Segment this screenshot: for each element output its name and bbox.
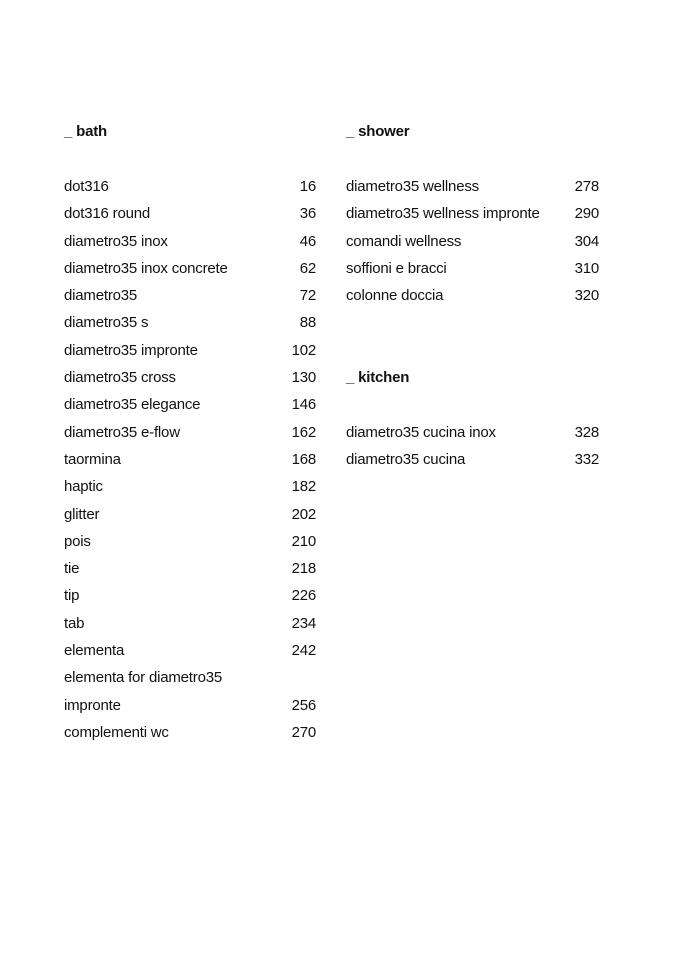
entry-page: 234 xyxy=(291,614,316,632)
entry-name: diametro35 inox xyxy=(64,232,168,250)
entry-name: diametro35 impronte xyxy=(64,341,198,359)
toc-entry[interactable] xyxy=(64,613,316,640)
entry-page: 332 xyxy=(574,451,599,469)
shower-heading: _ shower xyxy=(346,123,410,140)
entry-page: 62 xyxy=(299,259,316,277)
kitchen-section xyxy=(346,368,599,477)
toc-entry[interactable] xyxy=(64,258,316,285)
entry-name: dot316 round xyxy=(64,205,151,223)
entry-name: diametro35 e-flow xyxy=(64,423,180,441)
toc-entry[interactable] xyxy=(346,203,599,230)
toc-entry[interactable] xyxy=(64,367,316,394)
toc-entry[interactable] xyxy=(64,476,316,503)
entry-name: soffioni e bracci xyxy=(346,259,447,277)
entry-name: taormina xyxy=(64,450,121,468)
entry-page: 304 xyxy=(574,232,599,250)
toc-entry[interactable] xyxy=(346,449,599,476)
entry-page: 242 xyxy=(291,642,316,660)
entry-page: 210 xyxy=(291,532,316,550)
entry-name: diametro35 elegance xyxy=(64,396,201,414)
toc-entry[interactable] xyxy=(64,203,316,230)
entry-page: 310 xyxy=(574,259,599,277)
entry-name: tip xyxy=(64,587,80,605)
entry-page: 256 xyxy=(291,696,316,714)
toc-entry[interactable] xyxy=(64,394,316,421)
entry-page: 226 xyxy=(291,587,316,605)
entry-name: elementa for diametro35 xyxy=(64,669,222,687)
toc-entry[interactable] xyxy=(346,231,599,258)
entry-name: dot316 xyxy=(64,178,109,195)
toc-entry[interactable] xyxy=(346,258,599,285)
entry-name: tie xyxy=(64,560,80,578)
entry-name: colonne doccia xyxy=(346,287,444,305)
toc-entry[interactable] xyxy=(64,558,316,585)
entry-name: elementa xyxy=(64,642,125,660)
toc-entry[interactable] xyxy=(64,231,316,258)
entry-page: 168 xyxy=(291,450,316,468)
bath-section xyxy=(64,122,316,749)
entry-name: diametro35 inox concrete xyxy=(64,259,228,277)
shower-section xyxy=(346,122,599,312)
entry-page: 88 xyxy=(299,314,316,332)
toc-entry[interactable] xyxy=(64,722,316,749)
entry-page: 146 xyxy=(291,396,316,414)
entry-name: tab xyxy=(64,614,85,632)
entry-name: glitter xyxy=(64,505,100,523)
entry-page: 202 xyxy=(291,505,316,523)
entry-page: 130 xyxy=(291,369,316,387)
toc-entry[interactable] xyxy=(64,640,316,667)
entry-page: 290 xyxy=(574,205,599,223)
entry-name: diametro35 s xyxy=(64,314,149,332)
toc-entry[interactable] xyxy=(64,449,316,476)
toc-entry[interactable] xyxy=(64,585,316,612)
toc-entry[interactable] xyxy=(64,531,316,558)
entry-page: 162 xyxy=(291,423,316,441)
toc-entry[interactable] xyxy=(64,695,316,722)
entry-page: 36 xyxy=(299,205,316,223)
toc-entry[interactable] xyxy=(346,285,599,312)
entry-page: 218 xyxy=(291,560,316,578)
entry-page: 72 xyxy=(299,287,316,305)
entry-page: 182 xyxy=(291,478,316,496)
toc-entry[interactable] xyxy=(64,340,316,367)
entry-page: 270 xyxy=(291,723,316,741)
shower-entry-list xyxy=(346,176,599,312)
toc-entry[interactable] xyxy=(64,667,316,694)
toc-entry[interactable] xyxy=(64,176,316,203)
entry-page: 46 xyxy=(299,232,316,250)
toc-entry[interactable] xyxy=(346,176,599,203)
entry-name: impronte xyxy=(64,696,121,714)
toc-entry[interactable] xyxy=(64,285,316,312)
toc-entry[interactable] xyxy=(346,422,599,449)
entry-name: diametro35 wellness xyxy=(346,178,479,195)
entry-name: haptic xyxy=(64,478,103,496)
bath-heading: _ bath xyxy=(64,123,107,140)
entry-page: 328 xyxy=(574,424,599,441)
entry-page: 320 xyxy=(574,287,599,305)
entry-name: comandi wellness xyxy=(346,232,462,250)
toc-entry[interactable] xyxy=(64,504,316,531)
toc-entry[interactable] xyxy=(64,422,316,449)
toc-entry[interactable] xyxy=(64,312,316,339)
entry-page: 102 xyxy=(291,341,316,359)
entry-name: diametro35 wellness impronte xyxy=(346,205,540,223)
entry-name: diametro35 xyxy=(64,287,138,305)
kitchen-entry-list xyxy=(346,422,599,477)
kitchen-heading: _ kitchen xyxy=(346,369,410,386)
entry-name: pois xyxy=(64,532,91,550)
bath-entry-list xyxy=(64,176,316,749)
entry-page: 278 xyxy=(574,178,599,195)
entry-name: diametro35 cucina inox xyxy=(346,424,496,441)
entry-name: diametro35 cross xyxy=(64,369,176,387)
entry-name: complementi wc xyxy=(64,723,169,741)
entry-name: diametro35 cucina xyxy=(346,451,466,469)
entry-page: 16 xyxy=(299,178,316,195)
